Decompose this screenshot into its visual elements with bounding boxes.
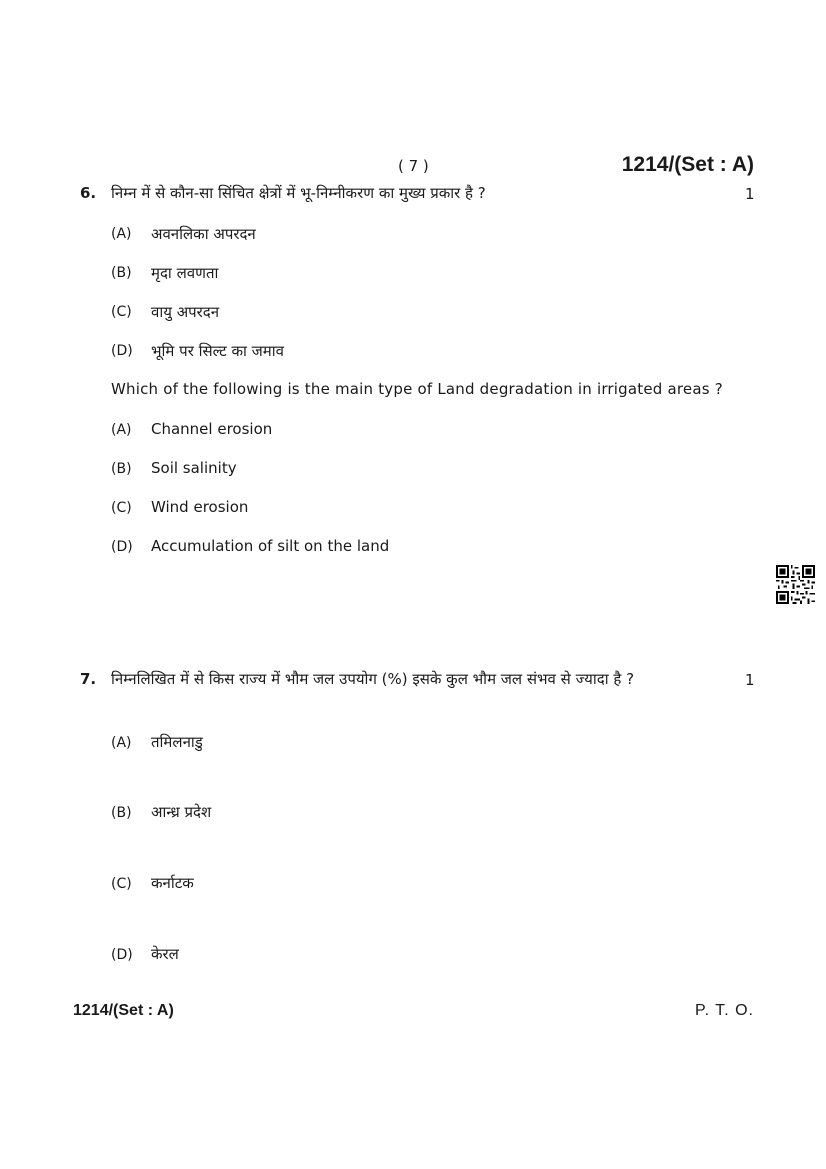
question-6-number: 6. — [80, 184, 97, 202]
q7-option-b: आन्ध्र प्रदेश — [151, 803, 212, 821]
q7-option-a: तमिलनाडु — [151, 733, 203, 751]
q6-en-option-c: Wind erosion — [151, 498, 249, 516]
q6-hi-option-b: मृदा लवणता — [151, 264, 219, 282]
q6-hi-option-d-letter: (D) — [111, 343, 133, 359]
paper-code-header: 1214/(Set : A) — [621, 153, 754, 176]
q6-hi-option-c-letter: (C) — [111, 304, 132, 320]
q6-en-option-d: Accumulation of silt on the land — [151, 537, 390, 555]
page-number: ( 7 ) — [398, 157, 429, 175]
q6-en-option-b-letter: (B) — [111, 461, 132, 477]
question-6-text-hindi: निम्न में से कौन-सा सिंचित क्षेत्रों में भू-निम्नीकरण का मुख्य प्रकार है ? — [111, 184, 486, 202]
q6-en-option-c-letter: (C) — [111, 500, 132, 516]
q7-option-c-letter: (C) — [111, 876, 132, 892]
question-6-text-english: Which of the following is the main type of Land degradation in irrigated areas ? — [111, 380, 723, 398]
q6-hi-option-b-letter: (B) — [111, 265, 132, 281]
q6-hi-option-a: अवनलिका अपरदन — [151, 225, 256, 243]
q6-hi-option-a-letter: (A) — [111, 226, 132, 242]
q6-hi-option-c: वायु अपरदन — [151, 303, 220, 321]
question-6-marks: 1 — [745, 185, 755, 203]
paper-code-footer: 1214/(Set : A) — [73, 1002, 174, 1019]
pto-label: P. T. O. — [695, 1002, 754, 1019]
q7-option-d: केरल — [151, 945, 179, 963]
question-7-marks: 1 — [745, 671, 755, 689]
q7-option-c: कर्नाटक — [151, 874, 194, 892]
q6-hi-option-d: भूमि पर सिल्ट का जमाव — [151, 342, 284, 360]
q6-en-option-d-letter: (D) — [111, 539, 133, 555]
q6-en-option-b: Soil salinity — [151, 459, 237, 477]
q7-option-d-letter: (D) — [111, 947, 133, 963]
q7-option-a-letter: (A) — [111, 735, 132, 751]
question-7-number: 7. — [80, 670, 97, 688]
q7-option-b-letter: (B) — [111, 805, 132, 821]
question-7-text-hindi: निम्नलिखित में से किस राज्य में भौम जल उपयोग (%) इसके कुल भौम जल संभव से ज्यादा है ? — [111, 670, 635, 688]
qr-code-icon — [776, 565, 815, 604]
q6-en-option-a: Channel erosion — [151, 420, 273, 438]
q6-en-option-a-letter: (A) — [111, 422, 132, 438]
